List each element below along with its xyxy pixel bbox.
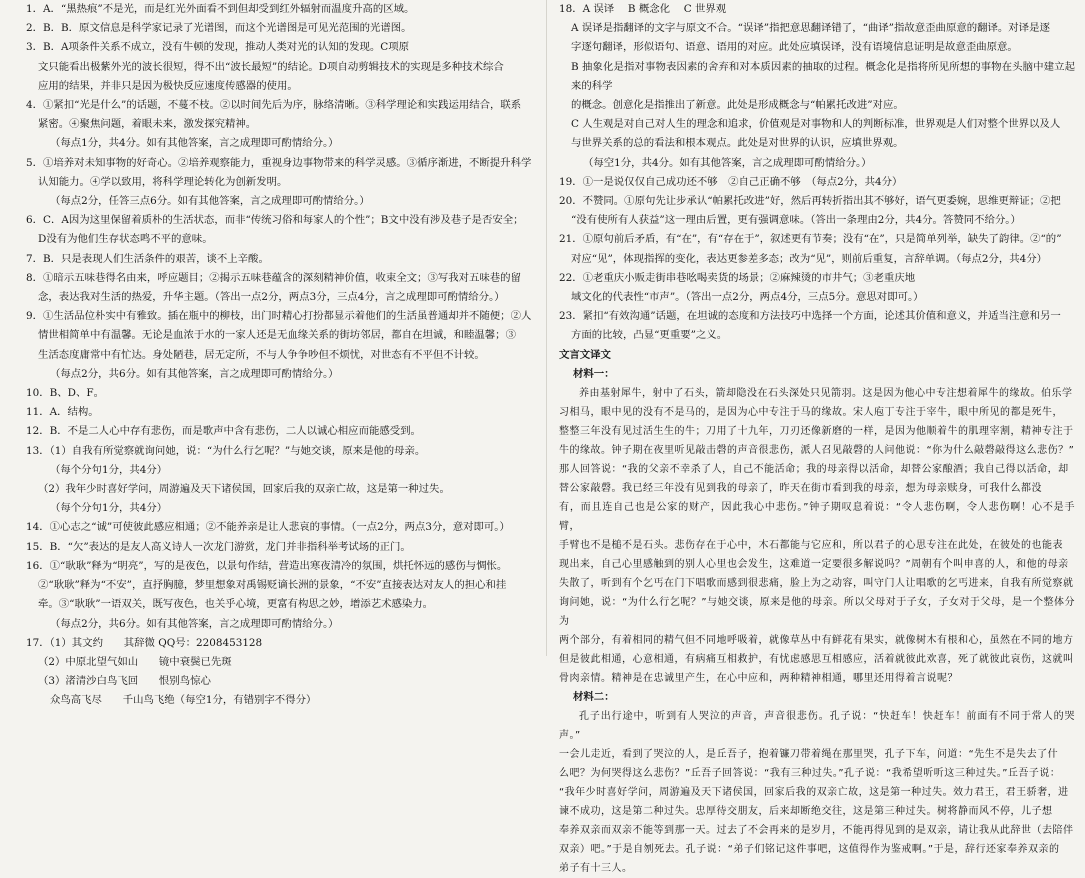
answer-line: 6．C．A因为这里保留着质朴的生活状态，而非“传统习俗和每家人的个性”；B文中没有涉及巷子是否安全； (26, 214, 524, 227)
answer-line: （每空1分，共4分。如有其他答案，言之成理即可酌情给分。） (583, 156, 872, 169)
answer-line: 与世界关系的总的看法和根本观点。此处是对世界的认识，应填世界观。 (571, 137, 904, 150)
answer-line: 紧密。④聚焦问题，着眼未来，激发探究精神。 (38, 118, 257, 131)
translation-line: 习相马，眼中见的没有不是马的，是因为心中专注于马的缘故。宋人庖丁专注于宰牛，眼中所见的都是死牛， (559, 407, 1063, 419)
translation-line: 牛的缘故。钟子期在夜里听见敲击磬的声音很悲伤，派人召见敲磬的人问他说：“你为什么敲磬敲得这么悲伤？” (559, 445, 1075, 457)
translation-line: 孔子出行途中，听到有人哭泣的声音，声音很悲伤。孔子说：“快赶车！快赶车！前面有不同于常人的哭声。” (559, 711, 1075, 742)
translation-line: 失散了，听到有个乞丐在门下唱歌而感到很悲痛，脸上为之动容，叫守门人让唱歌的乞丐进来，自我有所觉察就 (559, 578, 1074, 590)
answer-line: 22．①老重庆小贩走街串巷吆喝卖货的场景；②麻辣烫的市井气；③老重庆地 (559, 271, 916, 284)
answer-line: A 误译是指翻译的文字与原文不合。“误译”指把意思翻译错了，“曲译”指故意歪曲原意的翻译。对译是逐 (571, 22, 1050, 35)
answer-line: 12．B．不是二人心中存有悲伤，而是歌声中含有悲伤，二人以诚心相应而能感受到。 (26, 425, 421, 438)
answer-line: 9．①生活品位朴实中有雅致。插在瓶中的柳枝，出门时精心打扮都显示着他们的生活虽普通却并不随便；②人 (26, 310, 532, 323)
answer-line: D没有为他们生存状态鸣不平的意味。 (38, 233, 213, 246)
answer-line: 的概念。创意化是指推出了新意。此处是形成概念与“帕累托改进”对应。 (571, 99, 904, 112)
answer-line: 域文化的代表性“市声”。（答出一点2分，两点4分，三点5分。意思对即可。） (571, 291, 924, 304)
answer-line: 情世相简单中有温馨。无论是血浓于水的一家人还是无血缘关系的街坊邻居，都自在坦诚，和睦温馨；③ (38, 329, 516, 342)
answer-line: （每点2分，共6分。如有其他答案，言之成理即可酌情给分。） (50, 617, 339, 630)
answer-line: 13．（1）自我有所觉察就询问她，说：“为什么行乞呢？”与她交谈，原来是他的母亲。 (26, 444, 426, 457)
answer-line: 文只能看出极紫外光的波长很短，得不出“波长最短”的结论。D项自动剪辑技术的实现是多种技术综合 (38, 60, 504, 73)
answer-list-right (559, 0, 1075, 346)
answer-line: （每个分句1分，共4分） (50, 463, 168, 476)
translation-line: 手臂也不是槌不是石头。悲伤存在于心中，木石都能与它应和，所以君子的心思专注在此处，在彼处的也能表 (559, 540, 1063, 552)
left-column (0, 0, 547, 707)
column-divider (546, 0, 547, 656)
section-title: 文言文译文 (559, 348, 611, 361)
translation-line: 那人回答说：“我的父亲不幸杀了人，自己不能活命；我的母亲得以活命，却替公家酿酒；我自己得以活命，却 (559, 464, 1069, 476)
answer-line: 14．①心志之“诚”可使彼此感应相通；②不能养亲是让人悲哀的事情。（一点2分，两点3分，意对即可。） (26, 521, 510, 534)
answer-line: 11．A．结构。 (26, 406, 99, 419)
translation-line: “我年少时喜好学问，周游遍及天下诸侯国，回家后我的双亲亡故，这是第一种过失。效力君王，君王骄奢，进 (559, 787, 1069, 799)
translation-line: 么吧？为何哭得这么悲伤？”丘吾子回答说：“我有三种过失。”孔子说：“我希望听听这三种过失。”丘吾子说： (559, 768, 1061, 780)
answer-line: 23．紧扣“有效沟通”话题，在坦诚的态度和方法技巧中选择一个方面，论述其价值和意义，并适当注意和另一 (559, 310, 1061, 323)
answer-line: （2）我年少时喜好学问，周游遍及天下诸侯国，回家后我的双亲亡故，这是第一种过失。 (38, 483, 450, 496)
answer-line: （3）渚清沙白鸟飞回 恨别鸟惊心 (38, 675, 211, 688)
answer-line: 5．①培养对未知事物的好奇心。②培养观察能力，重视身边事物带来的科学灵感。③循序渐进，不断提升科学 (26, 156, 532, 169)
answer-line: 15．B．“欠”表达的是友人高义诗人一次龙门游赏，龙门并非指科举考试场的正门。 (26, 540, 411, 553)
answer-line: 3．B．A项条件关系不成立，没有牛顿的发现，推动人类对光的认知的发现。C项原 (26, 41, 409, 54)
answer-line: （每点2分，共6分。如有其他答案，言之成理即可酌情给分。） (50, 367, 339, 380)
translation-line: 整整三年没有见过活生生的牛；刀用了十九年，刀刃还像新磨的一样，是因为他顺着牛的肌理宰割，精神专注于 (559, 426, 1074, 438)
translation-line: 双亲）吧。”于是自刎死去。孔子说：“弟子们铭记这件事吧，这值得作为鉴戒啊。”于是，辞行还家奉养双亲的 (559, 844, 1060, 856)
answer-line: 16．①“耿耿”释为“明亮”，写的是夜色，以景句作结，营造出寒夜清冷的氛围，烘托怀远的感伤与惆怅。 (26, 559, 508, 572)
answer-line: 17．（1）其文约 其辞微 QQ号：2208453128 (26, 636, 263, 649)
answer-line: B 抽象化是指对事物表因素的舍弃和对本质因素的抽取的过程。概念化是指将所见所想的事物在头脑中建立起来的科学 (571, 60, 1075, 92)
answer-line: C 人生观是对自己对人生的理念和追求，价值观是对事物和人的判断标准，世界观是人们对整个世界以及人 (571, 118, 1061, 131)
answer-line: 认知能力。④学以致用，将科学理论转化为创新发明。 (38, 175, 288, 188)
answer-line: 10．B、D、F。 (26, 387, 104, 400)
translation-line: 替公家敲磬。我已经三年没有见到我的母亲了，昨天在街市看到我的母亲，想为母亲赎身，可我什么都没 (559, 483, 1042, 495)
answer-line: 2．B．B．原文信息是科学家记录了光谱图，而这个光谱图是可见光范围的光谱图。 (26, 22, 412, 35)
material2-title: 材料二： (573, 691, 615, 704)
answer-line: （2）中原北望气如山 镜中衰鬓已先斑 (38, 655, 232, 668)
answer-line: “没有使所有人获益”这一理由后置，更有强调意味。（答出一条理由2分，共4分。答赞同不给分。） (571, 214, 1021, 227)
answer-line: 方面的比较，凸显“更重要”之义。 (571, 329, 728, 342)
translation-line: 但是彼此相通，心意相通，有病痛互相救护，有忧虑感思互相感应，活着就彼此欢喜，死了就彼此哀伤，这就叫 (559, 654, 1074, 666)
translation-line: 询问她，说：“为什么行乞呢？”与她交谈，原来是他的母亲。所以父母对于子女，子女对于父母，是一个整体分为 (559, 597, 1075, 628)
answer-line: 牵。③“耿耿”一语双关，既写夜色，也关乎心境，更富有构思之妙，增添艺术感染力。 (38, 598, 434, 611)
material1-text (559, 384, 1075, 688)
answer-line: （每点1分，共4分。如有其他答案，言之成理即可酌情给分。） (50, 137, 339, 150)
translation-line: 奉养双亲而双亲不能等到那一天。过去了不会再来的是岁月，不能再得见到的是双亲，请让我从此辞世（去陪伴 (559, 825, 1074, 837)
material1-title: 材料一： (573, 367, 615, 380)
answer-line: 众鸟高飞尽 千山鸟飞绝（每空1分，有错别字不得分） (50, 694, 317, 707)
answer-line: （每个分句1分，共4分） (50, 502, 168, 515)
translation-line: 两个部分，有着相同的精气但不同地呼吸着，就像草丛中有鲜花有果实，就像树木有根和心，虽然在不同的地方 (559, 635, 1074, 647)
material2-text (559, 707, 1075, 878)
right-column (547, 0, 1085, 875)
answer-line: ②“耿耿”释为“不安”，直抒胸臆，梦里想象对禹锡贬谪长洲的景象，“不安”直接表达对友人的担心和挂 (38, 579, 507, 592)
answer-line: （每点2分，任答三点6分。如有其他答案，言之成理即可酌情给分。） (50, 195, 370, 208)
translation-line: 一会儿走近，看到了哭泣的人，是丘吾子，抱着镰刀带着绳在那里哭，孔子下车，问道：“先生不是失去了什 (559, 749, 1059, 761)
answer-line: 4．①紧扣“光是什么”的话题，不蔓不枝。②以时间先后为序，脉络清晰。③科学理论和实践运用结合，联系 (26, 99, 522, 112)
answer-line: 念，表达我对生活的热爱，升华主题。（答出一点2分，两点3分，三点4分，言之成理即可酌情给分。） (38, 291, 505, 304)
answer-line: 8．①暗示五味巷得名由来，呼应题目；②揭示五味巷蕴含的深刻精神价值，收束全文；③写我对五味巷的留 (26, 271, 521, 284)
translation-line: 现出来，自己心里感触到的别人心里也会发生，这难道一定要很多解说吗？”周朝有个叫申喜的人，和他的母亲 (559, 559, 1069, 571)
answer-line: 20．不赞同。①原句先让步承认“帕累托改进”好，然后再转折指出其不够好，语气更委婉，思维更辩证；②把 (559, 195, 1061, 208)
answer-line: 19．①一是说仅仅自己成功还不够 ②自己正确不够 （每点2分，共4分） (559, 175, 903, 188)
translation-line: 有，而且连自己也是公家的财产，因此我心中悲伤。”钟子期叹息着说：“令人悲伤啊，令人悲伤啊！心不是手臂， (559, 502, 1075, 533)
answer-line: 对应“见”，体现指挥的变化，表达更参差多态；改为“见”，则前后重复，言辞单调。（每点2分，共4分） (571, 252, 1048, 265)
answer-line: 1．A．“黑热痕”不是光，而是红光外面看不到但却受到红外辐射而温度升高的区域。 (26, 3, 415, 15)
translation-line: 骨肉亲情。精神是在忠诚里产生，在心中应和，两种精神相通，哪里还用得着言说呢？ (559, 673, 958, 685)
answer-line: 应用的结果，并非只是因为极快反应速度传感器的使用。 (38, 79, 298, 92)
translation-line: 谏不成功，这是第二种过失。忠厚待交朋友，后来却断绝交往，这是第三种过失。树将静而风不停，儿子想 (559, 806, 1053, 818)
answer-line: 21．①原句前后矛盾，有“在”，有“存在于”，叙述更有节奏；没有“在”，只是简单列举，缺失了韵律。②“的” (559, 233, 1062, 246)
answer-line: 生活态度庸常中有忙达。身处陋巷，居无定所，不与人争争吵但不烦忧，对世态有不平但不计较。 (38, 348, 485, 361)
answer-line: 7．B．只是表现人们生活条件的艰苦，谈不上辛酸。 (26, 252, 269, 265)
answer-line: 18．A 误译 B 概念化 C 世界观 (559, 3, 727, 15)
answer-line: 字逐句翻译，形似语句、语意、语用的对应。此处应填误译，没有语境信息证明是故意歪曲原意。 (571, 41, 1018, 54)
translation-line: 养由基射犀牛，射中了石头，箭却隐没在石头深处只见箭羽。这是因为他心中专注想着犀牛的缘故。伯乐学 (579, 388, 1073, 400)
translation-line: 弟子有十三人。 (559, 863, 633, 875)
